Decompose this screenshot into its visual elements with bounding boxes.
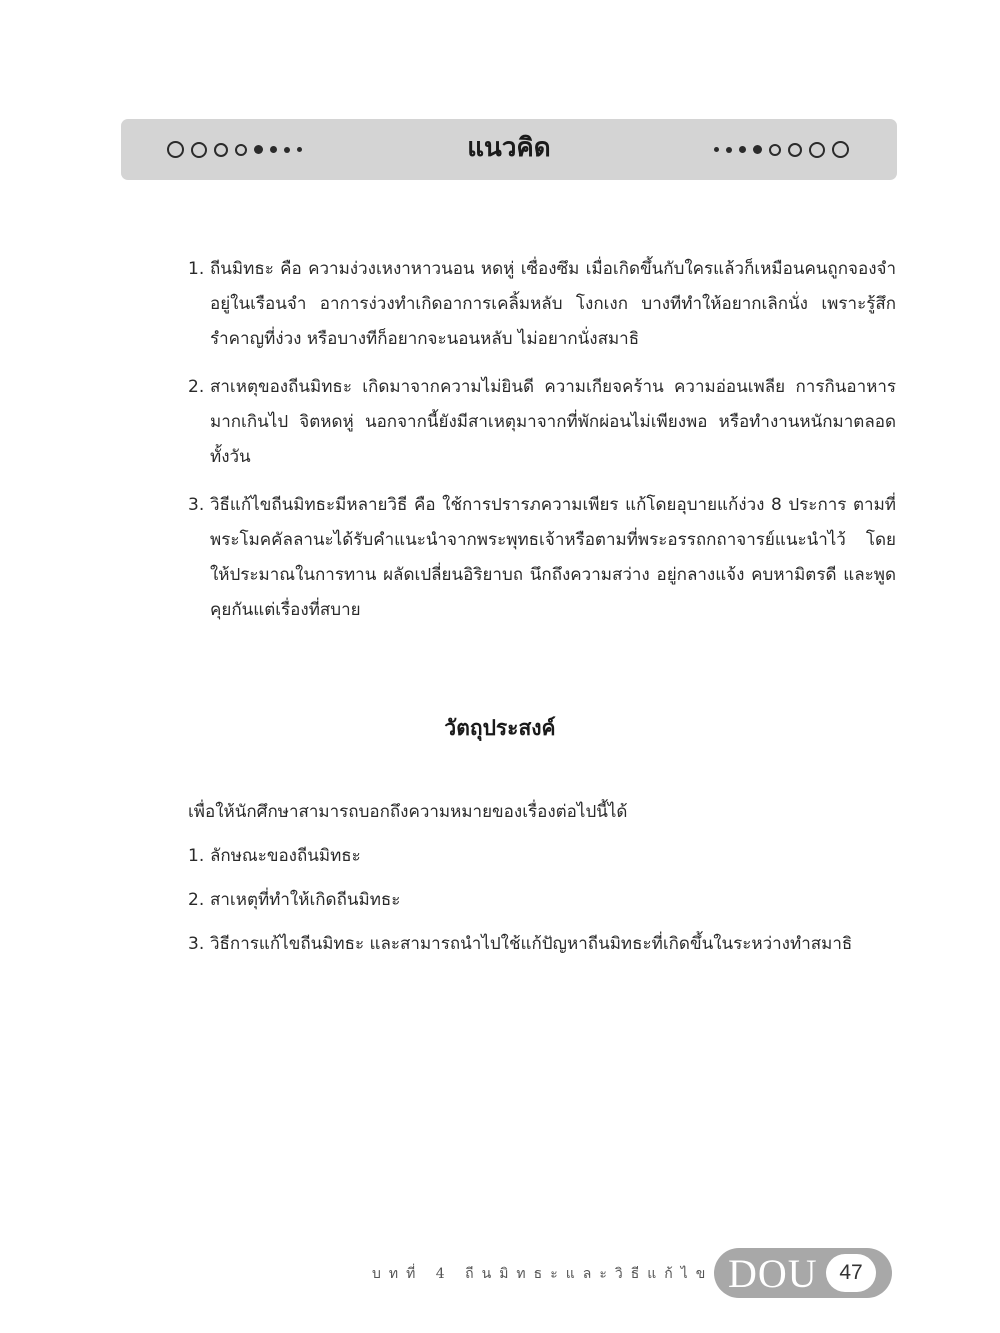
list-item bbox=[188, 488, 896, 628]
chapter-footer: บทที่ 4 ถีนมิทธะและวิธีแก้ไข bbox=[372, 1266, 714, 1282]
section-banner bbox=[121, 119, 897, 180]
item-text: สาเหตุที่ทำให้เกิดถีนมิทธะ bbox=[210, 890, 401, 910]
item-number: 3. bbox=[188, 495, 205, 515]
dot-icon bbox=[739, 146, 746, 153]
item-text: สาเหตุของถีนมิทธะ เกิดมาจากความไม่ยินดี ความเกียจคร้าน ความอ่อนเพลีย การกินอาหารมากเกินไป จิตหดหู่ นอกจากนี้ยังมีสาเหตุมาจากที่พักผ่อนไม่เพียงพอ หรือทำงานหนักมาตลอดทั้งวัน bbox=[210, 377, 896, 467]
decorative-dots-right bbox=[714, 119, 849, 180]
page-badge bbox=[714, 1248, 892, 1298]
dot-icon bbox=[714, 147, 719, 152]
list-item bbox=[188, 252, 896, 357]
item-text: วิธีการแก้ไขถีนมิทธะ และสามารถนำไปใช้แก้ปัญหาถีนมิทธะที่เกิดขึ้นในระหว่างทำสมาธิ bbox=[210, 934, 853, 954]
dot-icon bbox=[809, 142, 825, 158]
item-text: ลักษณะของถีนมิทธะ bbox=[210, 846, 361, 866]
dou-logo: DOU bbox=[728, 1251, 818, 1296]
list-item bbox=[188, 929, 896, 959]
section-title: แนวคิด bbox=[467, 133, 551, 163]
item-number: 3. bbox=[188, 934, 205, 954]
objectives-heading: วัตถุประสงค์ bbox=[444, 716, 556, 740]
item-number: 1. bbox=[188, 259, 205, 279]
item-number: 2. bbox=[188, 377, 205, 397]
objectives-list bbox=[188, 841, 896, 973]
dot-icon bbox=[832, 141, 849, 158]
item-number: 2. bbox=[188, 890, 205, 910]
item-text: วิธีแก้ไขถีนมิทธะมีหลายวิธี คือ ใช้การปรารภความเพียร แก้โดยอุบายแก้ง่วง 8 ประการ ตามที่พระโมคคัลลานะได้รับคำแนะนำจากพระพุทธเจ้าหรือตามที่พระอรรถกถาจารย์แนะนำไว้ โดยให้ประมาณในการทาน ผลัดเปลี่ยนอิริยาบถ นึกถึงความสว่าง อยู่กลางแจ้ง คบหามิตรดี และพูดคุยกันแต่เรื่องที่สบาย bbox=[210, 495, 896, 620]
dot-icon bbox=[769, 144, 781, 156]
dot-icon bbox=[726, 147, 732, 153]
page-number: 47 bbox=[826, 1254, 876, 1292]
item-number: 1. bbox=[188, 846, 205, 866]
item-text: ถีนมิทธะ คือ ความง่วงเหงาหาวนอน หดหู่ เซื่องซึม เมื่อเกิดขึ้นกับใครแล้วก็เหมือนคนถูกจองจำอยู่ในเรือนจำ อาการง่วงทำเกิดอาการเคลิ้มหลับ โงกเงก บางทีทำให้อยากเลิกนั่ง เพราะรู้สึกรำคาญที่ง่วง หรือบางทีก็อยากจะนอนหลับ ไม่อยากนั่งสมาธิ bbox=[210, 259, 896, 349]
list-item bbox=[188, 370, 896, 475]
dot-icon bbox=[788, 143, 802, 157]
objectives-intro: เพื่อให้นักศึกษาสามารถบอกถึงความหมายของเรื่องต่อไปนี้ได้ bbox=[188, 802, 628, 822]
dot-icon bbox=[753, 145, 762, 154]
list-item bbox=[188, 885, 896, 915]
concept-list bbox=[188, 252, 896, 641]
list-item bbox=[188, 841, 896, 871]
